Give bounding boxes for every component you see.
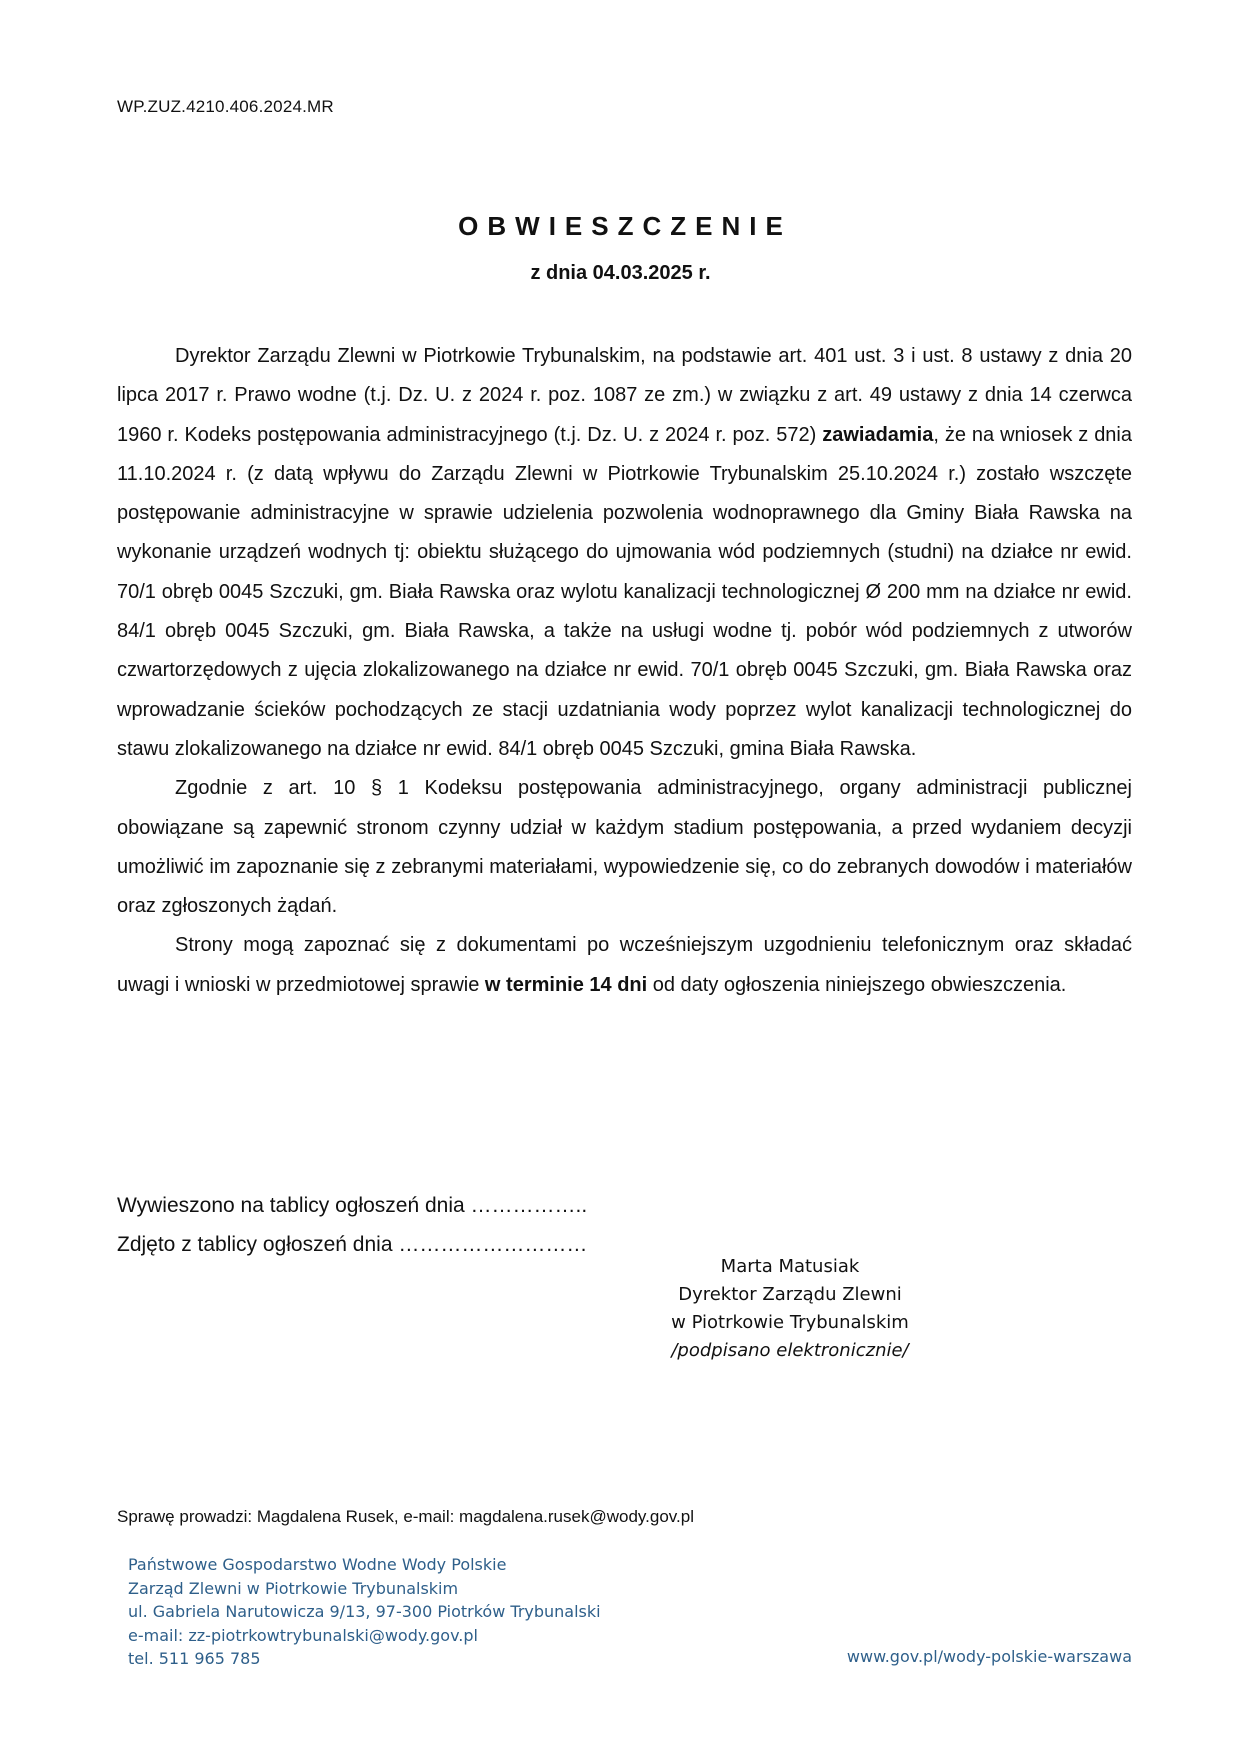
signature-block bbox=[640, 1253, 940, 1365]
paragraph-deadline-rest: od daty ogłoszenia niniejszego obwieszczenia. bbox=[647, 973, 1067, 996]
paragraph-deadline bbox=[117, 926, 1132, 1005]
announcement-body bbox=[117, 337, 1132, 1005]
signatory-name: Marta Matusiak bbox=[720, 1256, 860, 1277]
case-handler: Sprawę prowadzi: Magdalena Rusek, e-mail: magdalena.rusek@wody.gov.pl bbox=[117, 1507, 694, 1526]
posted-line: Wywieszono na tablicy ogłoszeń dnia …………….. bbox=[117, 1194, 588, 1217]
footer-phone: tel. 511 965 785 bbox=[128, 1649, 261, 1668]
document-reference: WP.ZUZ.4210.406.2024.MR bbox=[117, 97, 334, 116]
document-date: z dnia 04.03.2025 r. bbox=[530, 262, 711, 284]
posting-info bbox=[117, 1186, 587, 1264]
removed-line: Zdjęto z tablicy ogłoszeń dnia ……………………… bbox=[117, 1233, 588, 1256]
paragraph-notification bbox=[117, 337, 1132, 769]
signatory-location: w Piotrkowie Trybunalskim bbox=[671, 1312, 909, 1333]
footer-unit: Zarząd Zlewni w Piotrkowie Trybunalskim bbox=[128, 1578, 459, 1598]
paragraph-notification-rest: , że na wniosek z dnia 11.10.2024 r. (z datą wpływu do Zarządu Zlewni w Piotrkowie Trybunalskim 25.10.2024 r.) zostało wszczęte postępowanie administracyjne w sprawie udzielenia pozwolenia wodnoprawnego dla Gminy Biała Rawska na wykonanie urządzeń wodnych tj: obiektu służącego do ujmowania wód podziemnych (studni) na działce nr ewid. 70/1 obręb 0045 Szczuki, gm. Biała Rawska oraz wylotu kanalizacji technologicznej Ø 200 mm na działce nr ewid. 84/1 obręb 0045 Szczuki, gm. Biała Rawska, a także na usługi wodne tj. pobór wód podziemnych z utworów czwartorzędowych z ujęcia zlokalizowanego na działce nr ewid. 70/1 obręb 0045 Szczuki, gm. Biała Rawska oraz wprowadzanie ścieków pochodzących ze stacji uzdatniania wody poprzez wylot kanalizacji technologicznej do stawu zlokalizowanego na działce nr ewid. 84/1 obręb 0045 Szczuki, gmina Biała Rawska. bbox=[117, 423, 1133, 760]
signature-note: /podpisano elektronicznie/ bbox=[671, 1340, 909, 1361]
signatory-position: Dyrektor Zarządu Zlewni bbox=[678, 1284, 902, 1305]
paragraph-legal-basis: Zgodnie z art. 10 § 1 Kodeksu postępowania administracyjnego, organy administracji publicznej obowiązane są zapewnić stronom czynny udział w każdym stadium postępowania, a przed wydaniem decyzji umożliwić im zapoznanie się z zebranymi materiałami, wypowiedzenie się, co do zebranych dowodów i materiałów oraz zgłoszonych żądań. bbox=[117, 777, 1132, 918]
footer-email: e-mail: zz-piotrkowtrybunalski@wody.gov.pl bbox=[128, 1625, 478, 1645]
paragraph-notification-bold: zawiadamia bbox=[822, 423, 934, 446]
paragraph-deadline-bold: w terminie 14 dni bbox=[484, 973, 648, 996]
paragraph-notification-intro: Dyrektor Zarządu Zlewni w Piotrkowie Trybunalskim, na podstawie art. 401 ust. 3 i ust. 8 ustawy z dnia 20 lipca 2017 r. Prawo wodne (t.j. Dz. U. z 2024 r. poz. 1087 ze zm.) w związku z art. 49 ustawy z dnia 14 czerwca 1960 r. Kodeks postępowania administracyjnego (t.j. Dz. U. z 2024 r. poz. 572) bbox=[117, 345, 1132, 446]
paragraph-deadline-intro: Strony mogą zapoznać się z dokumentami po wcześniejszym uzgodnieniu telefonicznym oraz składać uwagi i wnioski w przedmiotowej sprawie bbox=[117, 934, 1132, 996]
footer-website[interactable]: www.gov.pl/wody-polskie-warszawa bbox=[846, 1647, 1132, 1666]
footer-contact bbox=[128, 1553, 601, 1671]
document-title: OBWIESZCZENIE bbox=[458, 211, 792, 241]
footer-org: Państwowe Gospodarstwo Wodne Wody Polskie bbox=[128, 1555, 507, 1574]
footer-address: ul. Gabriela Narutowicza 9/13, 97-300 Piotrków Trybunalski bbox=[128, 1602, 601, 1621]
